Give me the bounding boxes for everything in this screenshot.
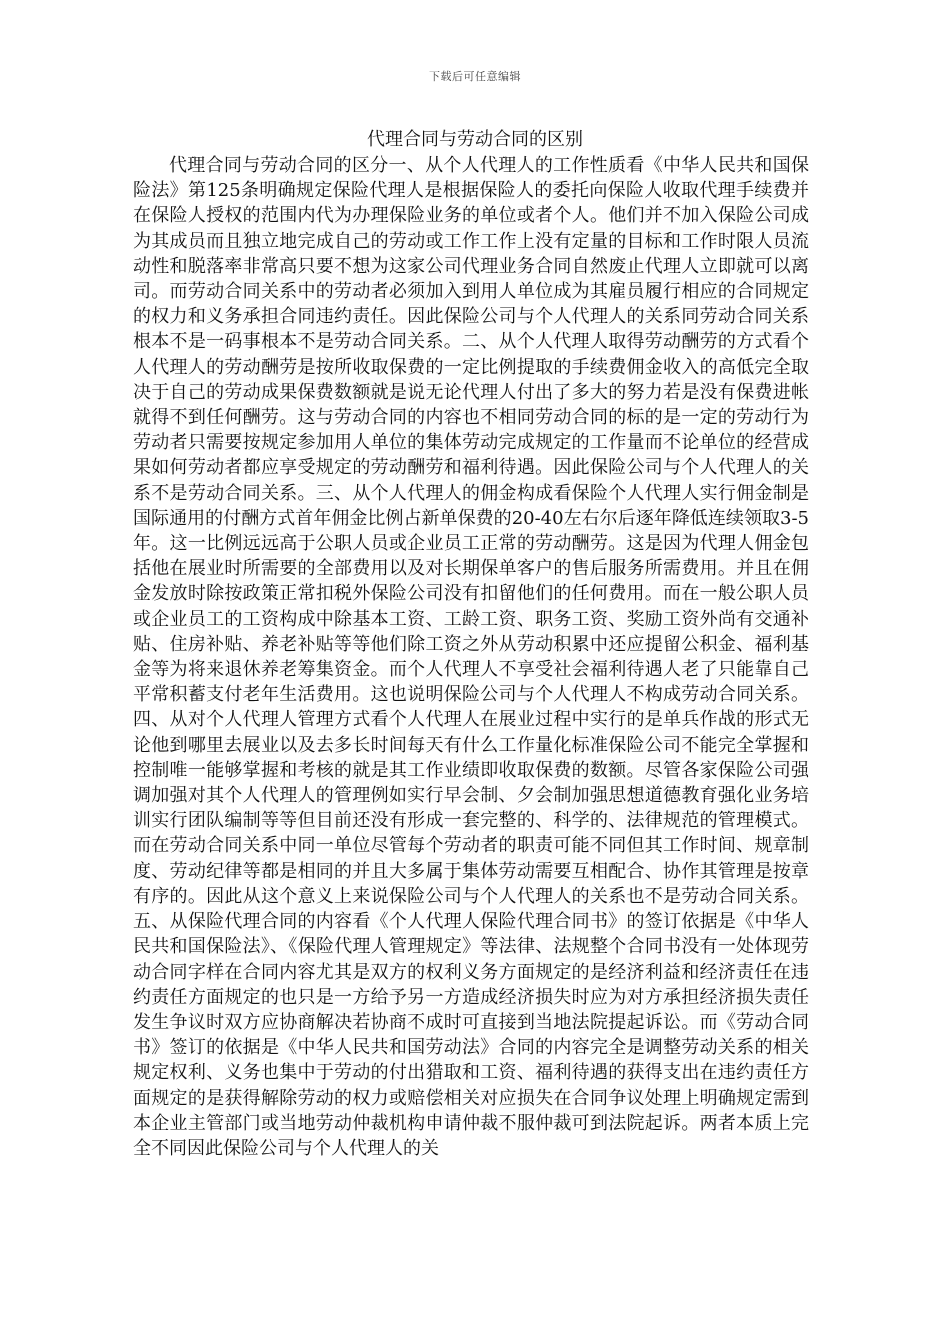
document-body-paragraph: 代理合同与劳动合同的区分一、从个人代理人的工作性质看《中华人民共和国保险法》第125条明确规定保险代理人是根据保险人的委托向保险人收取代理手续费并在保险人授权的范围内代为办理保险业务的单位或者个人。他们并不加入保险公司成为其成员而且独立地完成自己的劳动或工作工作上没有定量的目标和工作时限人员流动性和脱落率非常高只要不想为这家公司代理业务合同自然废止代理人立即就可以离司。而劳动合同关系中的劳动者必须加入到用人单位成为其雇员履行相应的合同规定的权力和义务承担合同违约责任。因此保险公司与个人代理人的关系同劳动合同关系根本不是一码事根本不是劳动合同关系。二、从个人代理人取得劳动酬劳的方式看个人代理人的劳动酬劳是按所收取保费的一定比例提取的手续费佣金收入的高低完全取决于自己的劳动成果保费数额就是说无论代理人付出了多大的努力若是没有保费进帐就得不到任何酬劳。这与劳动合同的内容也不相同劳动合同的标的是一定的劳动行为劳动者只需要按规定参加用人单位的集体劳动完成规定的工作量而不论单位的经营成果如何劳动者都应享受规定的劳动酬劳和福利待遇。因此保险公司与个人代理人的关系不是劳动合同关系。三、从个人代理人的佣金构成看保险个人代理人实行佣金制是国际通用的付酬方式首年佣金比例占新单保费的20-40左右尔后逐年降低连续领取3-5年。这一比例远远高于公职人员或企业员工正常的劳动酬劳。这是因为代理人佣金包括他在展业时所需要的全部费用以及对长期保单客户的售后服务所需费用。并且在佣金发放时除按政策正常扣税外保险公司没有扣留他们的任何费用。而在一般公职人员或企业员工的工资构成中除基本工资、工龄工资、职务工资、奖励工资外尚有交通补贴、住房补贴、养老补贴等等他们除工资之外从劳动积累中还应提留公积金、福利基金等为将来退休养老筹集资金。而个人代理人不享受社会福利待遇人老了只能靠自己平常积蓄支付老年生活费用。这也说明保险公司与个人代理人不构成劳动合同关系。四、从对个人代理人管理方式看个人代理人在展业过程中实行的是单兵作战的形式无论他到哪里去展业以及去多长时间每天有什么工作量化标准保险公司不能完全掌握和控制唯一能够掌握和考核的就是其工作业绩即收取保费的数额。尽管各家保险公司强调加强对其个人代理人的管理例如实行早会制、夕会制加强思想道德教育强化业务培训实行团队编制等等但目前还没有形成一套完整的、科学的、法律规范的管理模式。而在劳动合同关系中同一单位尽管每个劳动者的职责可能不同但其工作时间、规章制度、劳动纪律等都是相同的并且大多属于集体劳动需要互相配合、协作其管理是按章有序的。因此从这个意义上来说保险公司与个人代理人的关系也不是劳动合同关系。五、从保险代理合同的内容看《个人代理人保险代理合同书》的签订依据是《中华人民共和国保险法》、《保险代理人管理规定》等法律、法规整个合同书没有一处体现劳动合同字样在合同内容尤其是双方的权利义务方面规定的是经济利益和经济责任在违约责任方面规定的也只是一方给予另一方造成经济损失时应为对方承担经济损失责任发生争议时双方应协商解决若协商不成时可直接到当地法院提起诉讼。而《劳动合同书》签订的依据是《中华人民共和国劳动法》合同的内容完全是调整劳动关系的相关规定权利、义务也集中于劳动的付出猎取和工资、福利待遇的获得支出在违约责任方面规定的是获得解除劳动的权力或赔偿相关对应损失在合同争议处理上明确规定需到本企业主管部门或当地劳动仲裁机构申请仲裁不服仲裁可到法院起诉。两者本质上完全不同因此保险公司与个人代理人的关 — [133, 155, 809, 1159]
document-title: 代理合同与劳动合同的区别 — [367, 129, 583, 150]
page-header-note: 下载后可任意编辑 — [429, 70, 521, 83]
